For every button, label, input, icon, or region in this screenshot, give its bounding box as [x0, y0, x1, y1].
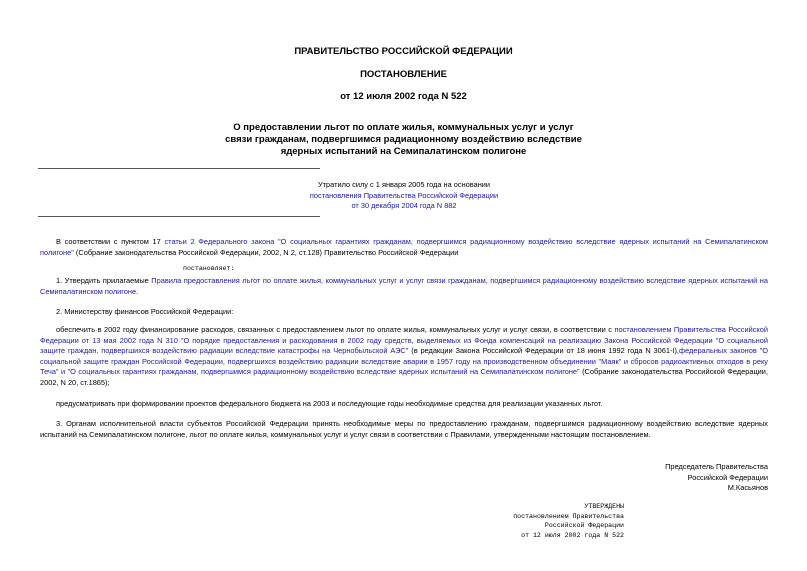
preamble-paragraph [40, 237, 768, 258]
approved-line-2: постановлением Правительства [513, 512, 624, 520]
doc-title-line-1: О предоставлении льгот по оплате жилья, коммунальных услуг и услуг [233, 122, 574, 133]
doc-title-line-2: связи гражданам, подвергшимся радиационному воздействию вследствие [225, 134, 582, 145]
preamble-text-1: В соответствии с пунктом 17 [56, 237, 165, 246]
preamble-text-2: (Собрание законодательства Российской Федерации, 2002, N 2, ст.128) Правительство Российской Федерации [73, 247, 459, 257]
item-1-paragraph [40, 276, 768, 297]
divider-bottom [38, 216, 320, 217]
approved-line-4: от 12 июля 2002 года N 522 [521, 531, 624, 539]
doc-type-heading: ПОСТАНОВЛЕНИЕ [360, 69, 447, 80]
law-link[interactable]: статьи 2 Федерального закона "О социальных гарантиях гражданам, подвергшимся радиационному воздействию вследствие ядерных испытаний на Семипалатинском полигоне" [40, 237, 768, 257]
signature-block [520, 462, 768, 494]
status-link-1[interactable]: постановления Правительства Российской Федерации [309, 190, 499, 200]
divider-top [38, 168, 320, 169]
item-2a-paragraph [40, 325, 768, 389]
federal-laws-link[interactable]: федеральных законов "О социальной защите граждан Российской Федерации, подвергшихся воздействию радиации вследствие аварии в 1957 году на производственном объединении "Маяк" и сбросов радиоактивных отходов в реку Теча" и "О социальных гарантиях гражданам, подвергшимся радиационному воздействию вследствие ядерных испытаний на Семипалатинском полигоне" [40, 346, 769, 377]
signature-line-2: Российской Федерации [687, 472, 768, 482]
status-link-2[interactable]: от 30 декабря 2004 года N 882 [351, 201, 457, 211]
gov-heading: ПРАВИТЕЛЬСТВО РОССИЙСКОЙ ФЕДЕРАЦИИ [294, 46, 513, 57]
resolution-310-link[interactable]: постановлением Правительства Российской Федерации от 13 мая 2002 года N 310 "О порядке предоставления и расходования в 2002 году средств, выделяемых из Фонда компенсаций на реализацию Закона Российской Федерации "О социальной защите граждан, подвергшихся воздействию радиации вследствие катастрофы на Чернобыльской АЭС" [40, 325, 768, 356]
rules-link[interactable]: Правила предоставления льгот по оплате жилья, коммунальных услуг и услуг связи гражданам, подвергшимся радиационному воздействию вследствие ядерных испытаний на Семипалатинском полигоне [40, 276, 768, 296]
doc-title [0, 122, 807, 158]
approved-line-1: УТВЕРЖДЕНЫ [584, 503, 624, 510]
signature-line-3: М.Касьянов [727, 483, 768, 493]
doc-title-line-3: ядерных испытаний на Семипалатинском полигоне [280, 146, 527, 157]
item-2-paragraph: 2. Министерству финансов Российской Федерации: [56, 307, 234, 316]
signature-line-1: Председатель Правительства [665, 462, 768, 471]
status-note [220, 180, 588, 212]
item-2b-paragraph: предусматривать при формировании проектов федерального бюджета на 2003 и последующие годы необходимые средства для реализации указанных льгот. [56, 399, 603, 408]
item-2a-text-1: обеспечить в 2002 году финансирование расходов, связанных с предоставлением льгот по оплате жилья, коммунальных услуг и услуг связи, в соответствии с [56, 325, 615, 334]
item-3-paragraph: 3. Органам исполнительной власти субъектов Российской Федерации принять необходимые меры по предоставлению гражданам, подвергшимся радиационному воздействию вследствие ядерных испытаний на Семипалатинском полигоне, льгот по оплате жилья, коммунальных услуг и услуг связи в соответствии с Правилами, утвержденными настоящим постановлением. [40, 419, 768, 439]
status-line: Утратило силу с 1 января 2005 года на основании [317, 180, 491, 189]
doc-date: от 12 июля 2002 года N 522 [340, 91, 467, 102]
item-1-text-1: 1. Утвердить прилагаемые [56, 276, 152, 285]
item-2a-text-3: (Собрание законодательства Российской Федерации, 2002, N 20, ст.1865); [40, 367, 768, 387]
item-2a-text-2: (в редакции Закона Российской Федерации от 18 июня 1992 года N 3061-I), [408, 346, 679, 356]
item-1-text-2: . [136, 286, 139, 296]
approved-block [440, 502, 624, 540]
resolves-word: постановляет: [183, 265, 235, 272]
approved-line-3: Российской Федерации [544, 522, 624, 529]
